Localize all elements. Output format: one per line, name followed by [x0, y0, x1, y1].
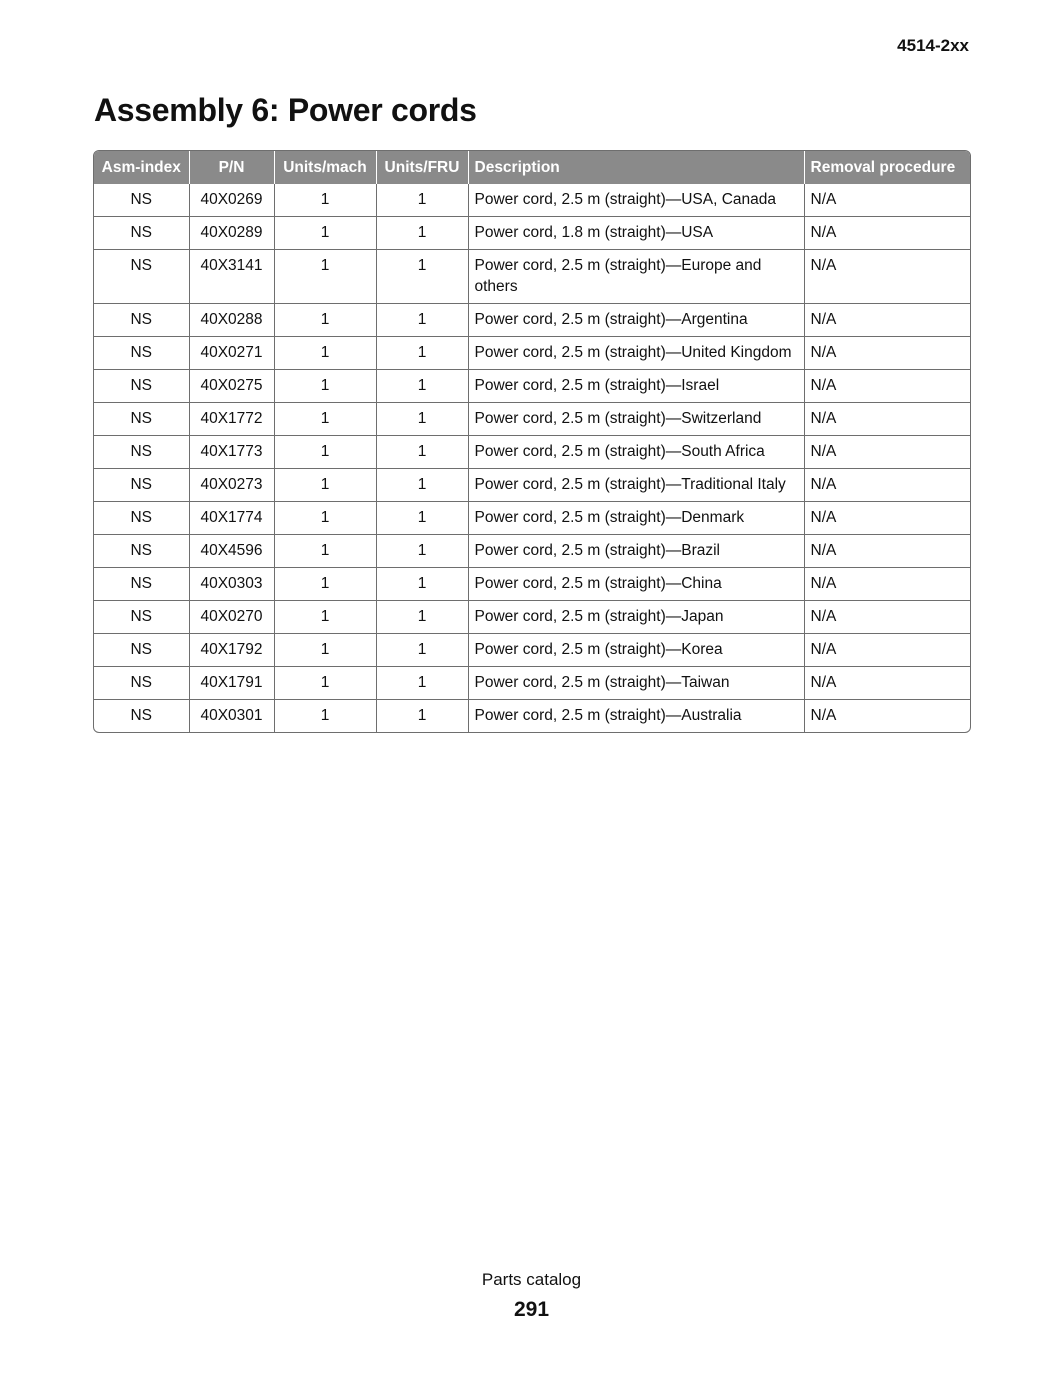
description-cell: Power cord, 2.5 m (straight)—Japan [468, 601, 804, 634]
removal-procedure-cell: N/A [804, 535, 970, 568]
units-mach-cell: 1 [274, 217, 376, 250]
column-header-asm-index: Asm-index [94, 151, 189, 184]
removal-procedure-cell: N/A [804, 700, 970, 733]
page-title: Assembly 6: Power cords [94, 92, 477, 128]
asm-index-cell: NS [94, 469, 189, 502]
units-fru-cell: 1 [376, 535, 468, 568]
asm-index-cell: NS [94, 250, 189, 304]
units-fru-cell: 1 [376, 502, 468, 535]
part-number-cell: 40X0275 [189, 370, 274, 403]
units-mach-cell: 1 [274, 535, 376, 568]
part-number-cell: 40X0271 [189, 337, 274, 370]
removal-procedure-cell: N/A [804, 217, 970, 250]
part-number-cell: 40X3141 [189, 250, 274, 304]
part-number-cell: 40X1792 [189, 634, 274, 667]
units-mach-cell: 1 [274, 304, 376, 337]
table-row [94, 634, 970, 667]
removal-procedure-cell: N/A [804, 469, 970, 502]
table-row [94, 700, 970, 733]
table-row [94, 337, 970, 370]
part-number-cell: 40X0303 [189, 568, 274, 601]
asm-index-cell: NS [94, 337, 189, 370]
part-number-cell: 40X0288 [189, 304, 274, 337]
part-number-cell: 40X0289 [189, 217, 274, 250]
table-row [94, 304, 970, 337]
description-cell: Power cord, 2.5 m (straight)—United Kingdom [468, 337, 804, 370]
part-number-cell: 40X1791 [189, 667, 274, 700]
description-cell: Power cord, 2.5 m (straight)—Traditional Italy [468, 469, 804, 502]
description-cell: Power cord, 2.5 m (straight)—Europe and others [468, 250, 804, 304]
units-fru-cell: 1 [376, 436, 468, 469]
description-cell: Power cord, 2.5 m (straight)—Australia [468, 700, 804, 733]
part-number-cell: 40X0273 [189, 469, 274, 502]
parts-table-container [93, 150, 971, 733]
asm-index-cell: NS [94, 634, 189, 667]
units-mach-cell: 1 [274, 502, 376, 535]
asm-index-cell: NS [94, 217, 189, 250]
table-body [94, 184, 970, 732]
asm-index-cell: NS [94, 184, 189, 217]
part-number-cell: 40X1774 [189, 502, 274, 535]
description-cell: Power cord, 2.5 m (straight)—Denmark [468, 502, 804, 535]
part-number-cell: 40X0270 [189, 601, 274, 634]
units-fru-cell: 1 [376, 403, 468, 436]
table-row [94, 469, 970, 502]
asm-index-cell: NS [94, 535, 189, 568]
asm-index-cell: NS [94, 700, 189, 733]
units-fru-cell: 1 [376, 568, 468, 601]
units-mach-cell: 1 [274, 436, 376, 469]
units-fru-cell: 1 [376, 469, 468, 502]
asm-index-cell: NS [94, 370, 189, 403]
removal-procedure-cell: N/A [804, 634, 970, 667]
units-mach-cell: 1 [274, 403, 376, 436]
units-mach-cell: 1 [274, 634, 376, 667]
units-mach-cell: 1 [274, 667, 376, 700]
table-row [94, 250, 970, 304]
table-row [94, 217, 970, 250]
units-fru-cell: 1 [376, 304, 468, 337]
description-cell: Power cord, 2.5 m (straight)—Argentina [468, 304, 804, 337]
units-fru-cell: 1 [376, 667, 468, 700]
table-row [94, 502, 970, 535]
units-fru-cell: 1 [376, 700, 468, 733]
removal-procedure-cell: N/A [804, 502, 970, 535]
table-row [94, 403, 970, 436]
units-mach-cell: 1 [274, 370, 376, 403]
column-header-removal-procedure: Removal procedure [804, 151, 970, 184]
description-cell: Power cord, 2.5 m (straight)—USA, Canada [468, 184, 804, 217]
column-header-units-fru: Units/FRU [376, 151, 468, 184]
description-cell: Power cord, 2.5 m (straight)—China [468, 568, 804, 601]
description-cell: Power cord, 2.5 m (straight)—Brazil [468, 535, 804, 568]
removal-procedure-cell: N/A [804, 304, 970, 337]
removal-procedure-cell: N/A [804, 403, 970, 436]
part-number-cell: 40X1772 [189, 403, 274, 436]
description-cell: Power cord, 2.5 m (straight)—Israel [468, 370, 804, 403]
units-fru-cell: 1 [376, 370, 468, 403]
units-mach-cell: 1 [274, 469, 376, 502]
part-number-cell: 40X1773 [189, 436, 274, 469]
table-row [94, 436, 970, 469]
removal-procedure-cell: N/A [810, 191, 837, 208]
asm-index-cell: NS [94, 568, 189, 601]
table-row [94, 601, 970, 634]
units-mach-cell: 1 [274, 568, 376, 601]
part-number-cell: 40X4596 [189, 535, 274, 568]
description-cell: Power cord, 2.5 m (straight)—Switzerland [468, 403, 804, 436]
page-number: 291 [513, 1298, 550, 1321]
units-mach-cell: 1 [274, 184, 376, 217]
part-number-cell: 40X0301 [189, 700, 274, 733]
units-mach-cell: 1 [274, 601, 376, 634]
units-mach-cell: 1 [274, 250, 376, 304]
table-row [94, 568, 970, 601]
units-mach-cell: 1 [274, 337, 376, 370]
footer-section-label: Parts catalog [481, 1270, 582, 1289]
description-cell: Power cord, 2.5 m (straight)—Korea [468, 634, 804, 667]
column-header-units-mach: Units/mach [274, 151, 376, 184]
units-mach-cell: 1 [274, 700, 376, 733]
removal-procedure-cell: N/A [804, 601, 970, 634]
units-fru-cell: 1 [376, 250, 468, 304]
description-cell: Power cord, 2.5 m (straight)—South Africa [468, 436, 804, 469]
removal-procedure-cell: N/A [804, 568, 970, 601]
model-number: 4514-2xx [897, 36, 969, 55]
units-fru-cell: 1 [376, 634, 468, 667]
table-row [94, 667, 970, 700]
asm-index-cell: NS [94, 436, 189, 469]
parts-table [94, 151, 970, 732]
table-header [94, 151, 970, 184]
column-header-description: Description [468, 151, 804, 184]
asm-index-cell: NS [94, 403, 189, 436]
units-fru-cell: 1 [376, 601, 468, 634]
header-row [94, 151, 970, 184]
table-row [94, 370, 970, 403]
asm-index-cell: NS [94, 601, 189, 634]
removal-procedure-cell: N/A [804, 337, 970, 370]
part-number-cell: 40X0269 [189, 184, 274, 217]
table-row [94, 184, 970, 217]
asm-index-cell: NS [94, 502, 189, 535]
column-header-part-number: P/N [189, 151, 274, 184]
removal-procedure-cell: N/A [804, 370, 970, 403]
removal-procedure-cell: N/A [804, 250, 970, 304]
removal-procedure-cell: N/A [804, 436, 970, 469]
description-cell: Power cord, 1.8 m (straight)—USA [468, 217, 804, 250]
units-fru-cell: 1 [376, 217, 468, 250]
asm-index-cell: NS [94, 667, 189, 700]
asm-index-cell: NS [94, 304, 189, 337]
table-row [94, 535, 970, 568]
units-fru-cell: 1 [376, 337, 468, 370]
removal-procedure-cell: N/A [804, 667, 970, 700]
description-cell: Power cord, 2.5 m (straight)—Taiwan [468, 667, 804, 700]
units-fru-cell: 1 [376, 184, 468, 217]
